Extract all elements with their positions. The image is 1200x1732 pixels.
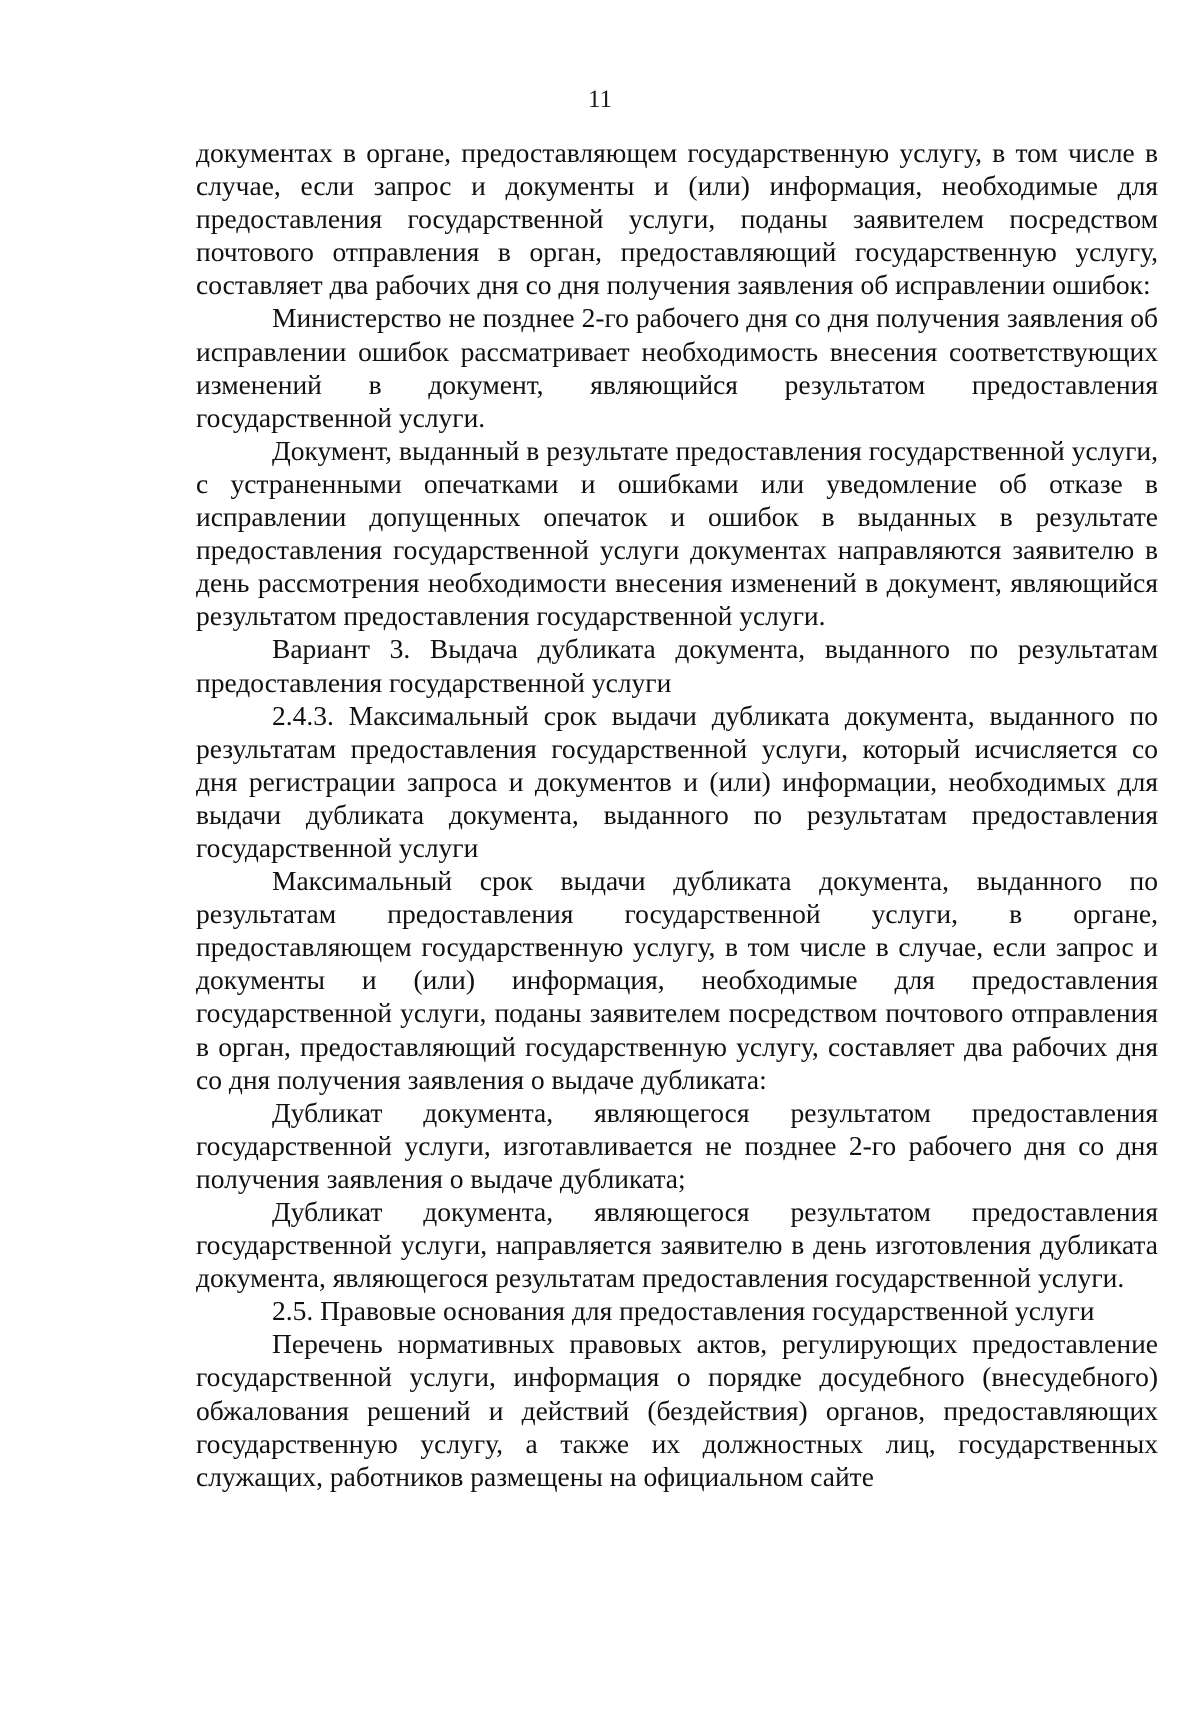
- paragraph-corrected-document: Документ, выданный в результате предоставления государственной услуги, с устраненными опечатками и ошибками или уведомление об отказе в исправлении допущенных опечаток и ошибок в выданных в результате предоставления государственной услуги документах направляются заявителю в день рассмотрения необходимости внесения изменений в документ, являющийся результатом предоставления государственной услуги.: [196, 434, 1158, 632]
- page-number: 11: [587, 86, 613, 113]
- paragraph-max-duplicate-term: Максимальный срок выдачи дубликата документа, выданного по результатам предоставления государственной услуги, в органе, предоставляющем государственную услугу, в том числе в случае, если запрос и документы и (или) информация, необходимые для предоставления государственной услуги, поданы заявителем посредством почтового отправления в орган, предоставляющий государственную услугу, составляет два рабочих дня со дня получения заявления о выдаче дубликата:: [196, 865, 1158, 1095]
- document-body: [196, 136, 1158, 1493]
- paragraph-section-2-4-3: 2.4.3. Максимальный срок выдачи дубликата документа, выданного по результатам предоставления государственной услуги, который исчисляется со дня регистрации запроса и документов и (или) информации, необходимых для выдачи дубликата документа, выданного по результатам предоставления государственной услуги: [196, 699, 1158, 863]
- paragraph-duplicate-produced: Дубликат документа, являющегося результатом предоставления государственной услуги, изготавливается не позднее 2-го рабочего дня со дня получения заявления о выдаче дубликата;: [196, 1096, 1158, 1194]
- paragraph-ministry-deadline: Министерство не позднее 2-го рабочего дня со дня получения заявления об исправлении ошибок рассматривает необходимость внесения соответствующих изменений в документ, являющийся результатом предоставления государственной услуги.: [196, 302, 1158, 433]
- paragraph-continuation: документах в органе, предоставляющем государственную услугу, в том числе в случае, если запрос и документы и (или) информация, необходимые для предоставления государственной услуги, поданы заявителем посредством почтового отправления в орган, предоставляющий государственную услугу, составляет два рабочих дня со дня получения заявления об исправлении ошибок:: [196, 137, 1158, 301]
- paragraph-duplicate-sent: Дубликат документа, являющегося результатом предоставления государственной услуги, направляется заявителю в день изготовления дубликата документа, являющегося результатам предоставления государственной услуги.: [196, 1196, 1158, 1294]
- paragraph-variant-3-heading: Вариант 3. Выдача дубликата документа, выданного по результатам предоставления государственной услуги: [196, 633, 1158, 698]
- paragraph-legal-acts-list: Перечень нормативных правовых актов, регулирующих предоставление государственной услуги, информация о порядке досудебного (внесудебного) обжалования решений и действий (бездействия) органов, предоставляющих государственную услугу, а также их должностных лиц, государственных служащих, работников размещены на официальном сайте: [196, 1328, 1158, 1492]
- paragraph-section-2-5-heading: 2.5. Правовые основания для предоставления государственной услуги: [272, 1295, 1095, 1327]
